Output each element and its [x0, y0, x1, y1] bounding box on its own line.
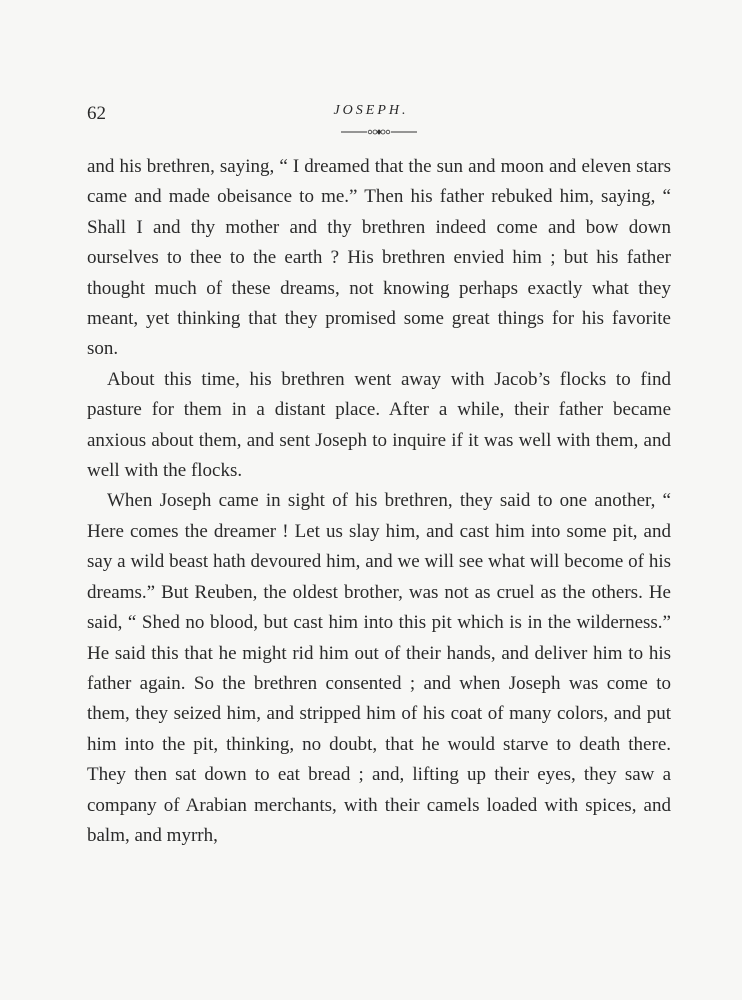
page-number: 62 [87, 103, 106, 124]
paragraph: About this time, his brethren went away with Jacob’s flocks to find pasture for them in a distant place. After a while, their father became anxious about them, and sent Joseph to inquire if it was well with them, and well with the flocks. [87, 368, 671, 482]
body-text [87, 152, 671, 851]
ornament-divider-icon [339, 126, 419, 138]
paragraph: When Joseph came in sight of his brethren, they said to one another, “ Here comes the dreamer ! Let us slay him, and cast him into some pit, and say a wild beast hath devoured him, and we will see what will become of his dreams.” But Reuben, the oldest brother, was not as cruel as the others. He said, “ Shed no blood, but cast him into this pit which is in the wilderness.” He said this that he might rid him out of their hands, and deliver him to his father again. So the brethren consented ; and when Joseph was come to them, they seized him, and stripped him of his coat of many colors, and put him into the pit, thinking, no doubt, that he would starve to death there. They then sat down to eat bread ; and, lifting up their eyes, they saw a company of Arabian merchants, with their camels loaded with spices, and balm, and myrrh, [87, 490, 671, 846]
running-title: JOSEPH. [333, 103, 409, 118]
paragraph: and his brethren, saying, “ I dreamed that the sun and moon and eleven stars came and made obeisance to me.” Then his father rebuked him, saying, “ Shall I and thy mother and thy brethren indeed come and bow down ourselves to thee to the earth ? His brethren envied him ; but his father thought much of these dreams, not knowing perhaps exactly what they meant, yet thinking that they promised some great things for his favorite son. [87, 156, 671, 360]
